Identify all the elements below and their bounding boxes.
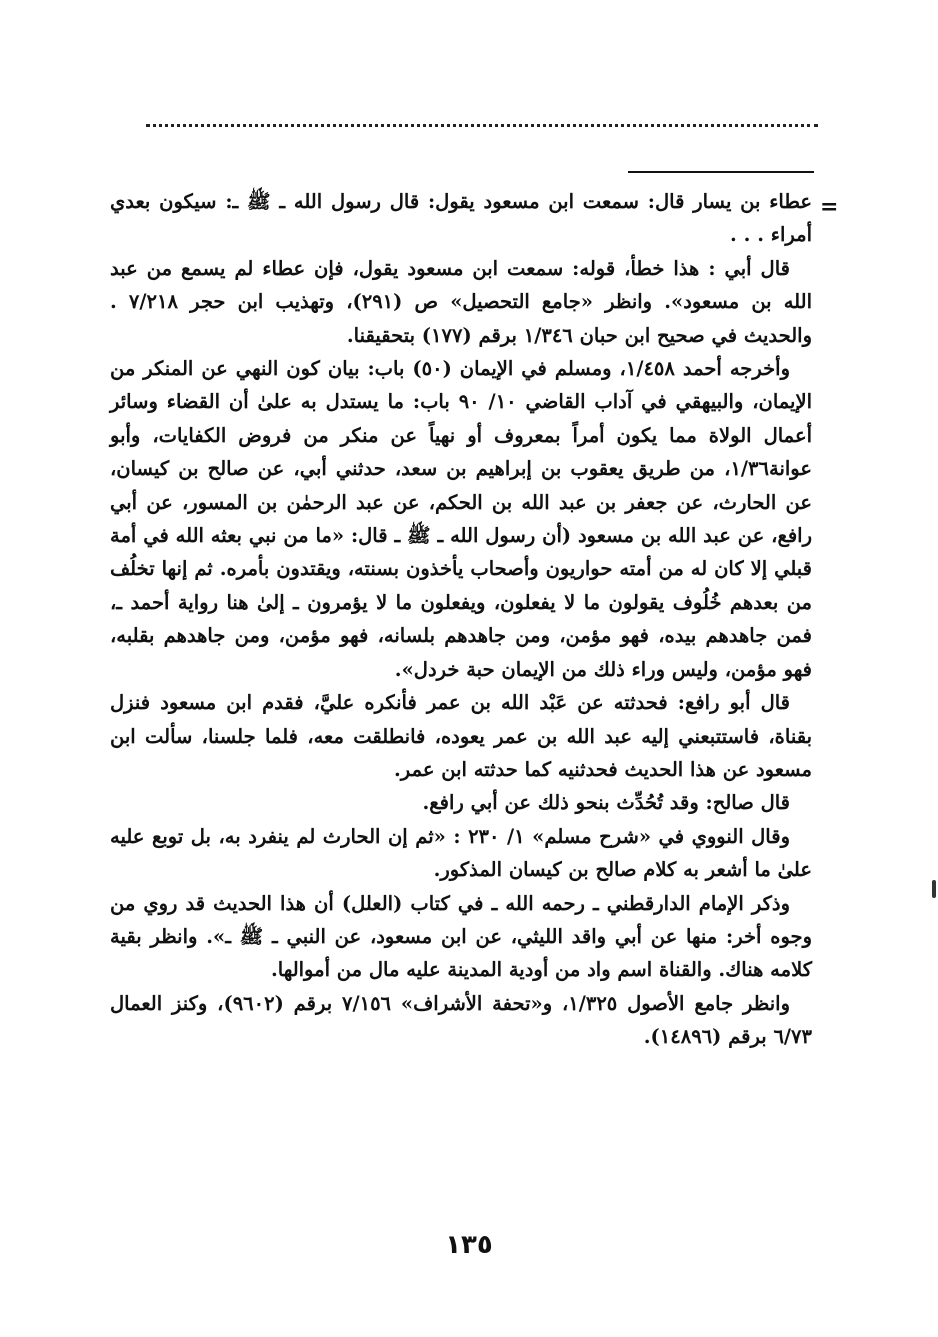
footnote-separator-rule (628, 171, 814, 173)
footnote-paragraph-4: قال أبو رافع: فحدثته عن عَبْد الله بن عمر فأنكره عليَّ، فقدم ابن مسعود فنزل بقناة، فاستتبعني إليه عبد الله بن عمر يعوده، فانطلقت معه، فلما جلسنا، سألت ابن مسعود عن هذا الحديث فحدثنيه كما حدثته ابن عمر. (110, 691, 812, 781)
footnote-block (110, 185, 812, 1054)
footnote-paragraph-6: وقال النووي في «شرح مسلم» ١/ ٢٣٠ : «ثم إن الحارث لم ينفرد به، بل توبع عليه علىٰ ما أشعر به كلام صالح بن كيسان المذكور. (110, 824, 812, 882)
dotted-separator (146, 124, 818, 127)
scan-edge-mark (932, 880, 936, 898)
page-number: ١٣٥ (445, 1230, 493, 1260)
footnote-continuation-mark: = (820, 194, 839, 220)
footnote-paragraph-2: قال أبي : هذا خطأ، قوله: سمعت ابن مسعود يقول، فإن عطاء لم يسمع من عبد الله بن مسعود». وانظر «جامع التحصيل» ص (٢٩١)، وتهذيب ابن حجر ٧/٢١٨ . والحديث في صحيح ابن حبان ١/٣٤٦ برقم (١٧٧) بتحقيقنا. (110, 256, 812, 347)
footnote-paragraph-7: وذكر الإمام الدارقطني ـ رحمه الله ـ في كتاب (العلل) أن هذا الحديث قد روي من وجوه أخر: منها عن أبي واقد الليثي، عن ابن مسعود، عن النبي ـ ﷺ ـ». وانظر بقية كلامه هناك. والقناة اسم واد من أودية المدينة عليه مال من أموالها. (110, 891, 812, 982)
footnote-paragraph-3: وأخرجه أحمد ١/٤٥٨، ومسلم في الإيمان (٥٠) باب: بيان كون النهي عن المنكر من الإيمان، والبيهقي في آداب القاضي ١٠/ ٩٠ باب: ما يستدل به علىٰ أن القضاء وسائر أعمال الولاة مما يكون أمراً بمعروف أو نهياً عن منكر من فروض الكفايات، وأبو عوانة١/٣٦، من طريق يعقوب بن إبراهيم بن سعد، حدثني أبي، عن صالح بن كيسان، عن الحارث، عن جعفر بن عبد الله بن الحكم، عن عبد الرحمٰن بن المسور، عن أبي رافع، عن عبد الله بن مسعود (أن رسول الله ـ ﷺ ـ قال: «ما من نبي بعثه الله في أمة قبلي إلا كان له من أمته حواريون وأصحاب يأخذون بسنته، ويقتدون بأمره. ثم إنها تخلُف من بعدهم خُلُوف يقولون ما لا يفعلون، ويفعلون ما لا يؤمرون ـ إلىٰ هنا رواية أحمد ـ، فمن جاهدهم بيده، فهو مؤمن، ومن جاهدهم بلسانه، فهو مؤمن، ومن جاهدهم بقلبه، فهو مؤمن، وليس وراء ذلك من الإيمان حبة خردل». (110, 357, 812, 681)
footnote-paragraph-8: وانظر جامع الأصول ١/٣٢٥، و«تحفة الأشراف» ٧/١٥٦ برقم (٩٦٠٢)، وكنز العمال ٦/٧٣ برقم (١٤٨٩٦). (110, 991, 812, 1049)
footnote-paragraph-5: قال صالح: وقد تُحُدِّث بنحو ذلك عن أبي رافع. (422, 791, 790, 815)
footnote-paragraph-1: عطاء بن يسار قال: سمعت ابن مسعود يقول: قال رسول الله ـ ﷺ ـ: سيكون بعدي أمراء . . . (110, 190, 812, 247)
